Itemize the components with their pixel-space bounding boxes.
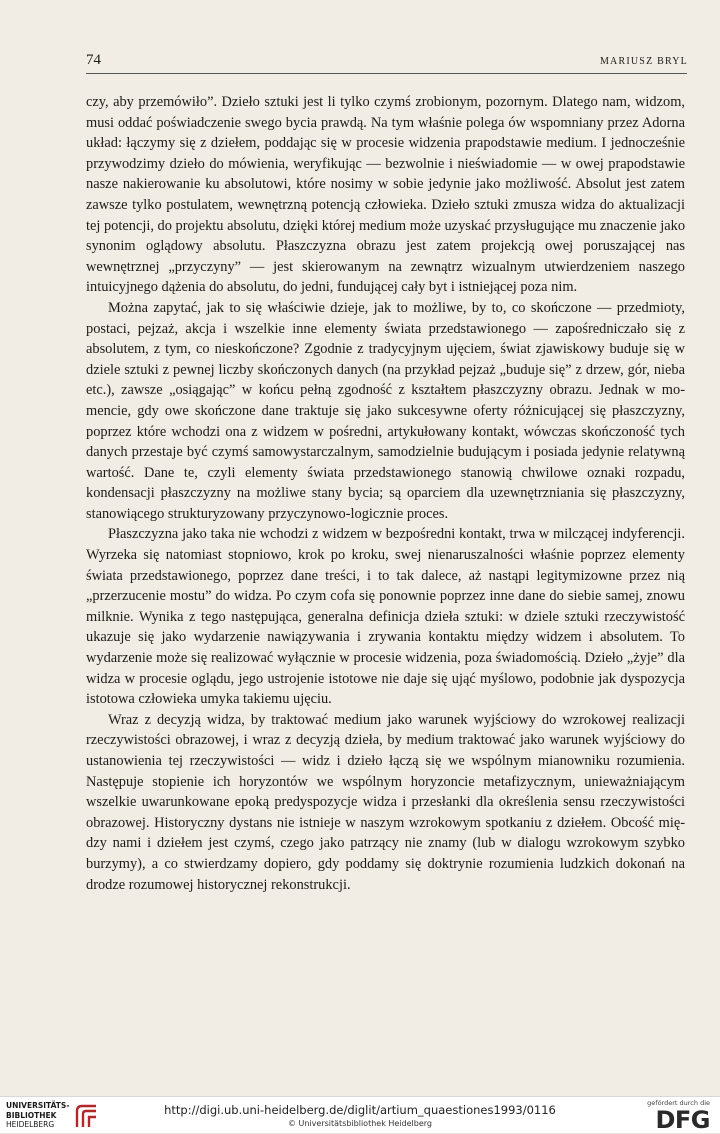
page-number: 74 <box>86 52 101 68</box>
library-name-line: HEIDELBERG <box>6 1120 55 1129</box>
copyright-notice: © Universitätsbibliothek Heidelberg <box>287 1119 432 1128</box>
digitization-footer <box>0 1096 720 1133</box>
funder-name: DFG <box>655 1106 710 1134</box>
paragraph: Wraz z decyzją widza, by traktować medium jako warunek wyjściowy do wzrokowej realizacji rzeczywistości obrazowej, i wraz z decyzją dzieła, by medium traktować jako warunek wyjściowy do ustanowienia tej rzeczywistości — widz i dzieło łączą się we wspólnym mianowniku rozumienia. Następuje stopienie ich horyzontów we wspólnym horyzoncie metafizycznym, unieważniającym wszelkie uwarunkowane epoką predyspozycje widza i przesłanki dla określenia sensu rzeczywistości obrazowej. Historyczny dystans nie istnieje w naszym wzrokowym spotkaniu z dziełem. Obcość między nami i dziełem jest czymś, czego jako patrzący nie znamy (lub w dialogu wzrokowym szybko burzymy), a co stwierdzamy dopiero, gdy poddamy się doktrynie rozumienia ludzkich dokonań na drodze rozumowej historycznej rekonstrukcji. <box>86 711 685 893</box>
paragraph: Można zapytać, jak to się właściwie dzieje, jak to możliwe, by to, co skończone — przedmioty, postaci, pejzaż, akcja i wszelkie inne elementy świata przedstawionego — zapośredniczało się z absolutem, z tym, co nieskończone? Zgodnie z tradycyjnym ujęciem, świat zjawiskowy buduje się w dziele sztuki z pewnej liczby skończonych danych (na przykład pejzaż „buduje się” z drzew, gór, nieba etc.), zawsze „osiągając” w końcu pełną zgodność z kształtem płaszczyzny obrazu. Jednak w momencie, gdy owe skończone dane traktuje się jako sukcesywne oferty różnicującej się płaszczyzny, poprzez które wchodzi ona z widzem w pośredni, artykułowany kontakt, wówczas skończoność tych danych przestaje być czymś samowystarczalnym, samodzielnie budującym i posiada jedynie relatywną wartość. Dane te, czyli elementy świata przedstawionego stanowią chwilowe oznaki rozpadu, kondensacji płaszczyzny na możliwe stany bycia; są oparciem dla uzewnętrzniania się płaszczyzny, stanowiącego strukturyzowany przyczynowo-logicznie proces. <box>86 299 685 522</box>
paragraph: Płaszczyzna jako taka nie wchodzi z widzem w bezpośredni kontakt, trwa w milczącej indyferencji. Wyrzeka się natomiast stopniowo, krok po kroku, swej nienaruszalności właśnie poprzez elementy świata przedstawionego, poprzez dane treści, i to tak dalece, aż nastąpi legitymizowne przez nią „przerzucenie mostu” do widza. Po czym cofa się ponownie poprzez inne dane do siebie samej, znowu milknie. Wynika z tego następująca, generalna definicja dzieła sztuki: w dziele sztuki rzeczywistość ukazuje się jako wydarzenie nawiązywania i zrywania kontaktu między widzem i absolutem. To wydarzenie może się realizować wyłącznie w procesie widzenia, poza świadomością. Dzieło „żyje” dla widza w procesie oglądu, jego ustrojenie istotowe nie daje się ująć myślowo, podobnie jak dyspozycja istotowa człowieka umyka takiemu ujęciu. <box>86 526 685 708</box>
running-head <box>86 52 686 72</box>
header-rule <box>86 73 687 74</box>
body-text <box>86 92 685 895</box>
library-name-line: UNIVERSITÄTS- <box>6 1101 70 1110</box>
funder-label: gefördert durch die <box>647 1099 710 1107</box>
dfg-logo[interactable] <box>630 1099 710 1134</box>
library-name-line: BIBLIOTHEK <box>6 1110 57 1120</box>
paragraph: czy, aby przemówiło”. Dzieło sztuki jest li tylko czymś zrobionym, pozornym. Dlatego nam, widzom, musi oddać poświadczenie swego bycia prawdą. Na tym właśnie polega ów wspomniany przez Adorna układ: łączymy się z dziełem, poddając się w procesie widzenia prapodstawie medium. I jednocześnie przywodzimy dzieło do mówienia, weryfikując — bezwolnie i nieświadomie — w owej prapodstawie nasze nakierowanie ku absolutowi, które nosimy w sobie jedynie jako możliwość. Absolut jest zatem zawsze tylko postulatem, wewnętrzną potencją człowieka. Dzieło sztuki zmusza widza do aktualizacji tej potencji, do projektu absolutu, dzięki której medium może uzyskać przysługujące mu znaczenie jako synonim oglądowy absolutu. Płaszczyzna obrazu jest zatem projekcją owej poruszającej nas wewnętrznej „przyczyny” — jest skierowanym na zewnątrz wizualnym utwierdzeniem naszego intuicyjnego dążenia do absolutu, do jedni, fundującej cały byt i istniejącej poza nim. <box>86 94 686 296</box>
permalink-url[interactable]: http://digi.ub.uni-heidelberg.de/diglit/artium_quaestiones1993/0116 <box>164 1103 556 1117</box>
running-head-author: MARIUSZ BRYL <box>599 56 688 67</box>
